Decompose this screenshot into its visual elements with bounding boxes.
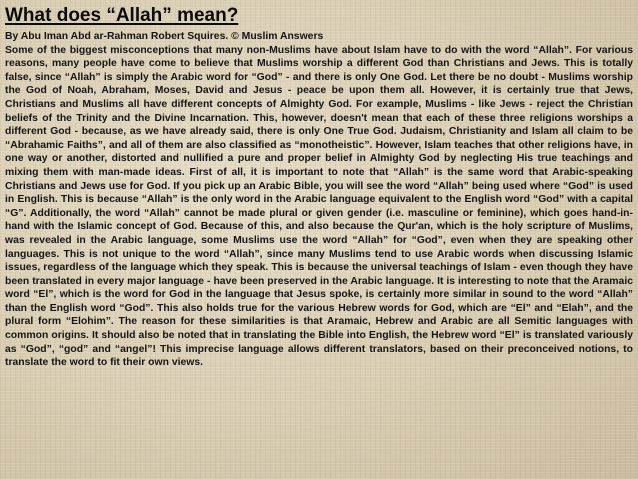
page-title: What does “Allah” mean? — [5, 5, 239, 26]
article-body: Some of the biggest misconceptions that many non-Muslims have about Islam have to do with the word “Allah”. For various reasons, many people have come to believe that Muslims worship a different God than Christians and Jews. This is totally false, since “Allah” is simply the Arabic word for “God” - and there is only One God. Let there be no doubt - Muslims worship the God of Noah, Abraham, Moses, David and Jesus - peace be upon them all. However, it is certainly true that Jews, Christians and Muslims all have different concepts of Almighty God. For example, Muslims - like Jews - reject the Christian beliefs of the Trinity and the Divine Incarnation. This, however, doesn't mean that each of these three religions worships a different God - because, as we have already said, there is only One True God. Judaism, Christianity and Islam all claim to be “Abrahamic Faiths”, and all of them are also classified as “monotheistic”. However, Islam teaches that other religions have, in one way or another, distorted and nullified a pure and proper belief in Almighty God by neglecting His true teachings and mixing them with man-made ideas. First of all, it is important to note that “Allah” is the same word that Arabic-speaking Christians and Jews use for God. If you pick up an Arabic Bible, you will see the word “Allah” being used where “God” is used in English. This is because “Allah” is the only word in the Arabic language equivalent to the English word “God” with a capital “G”. Additionally, the word “Allah” cannot be made plural or given gender (i.e. masculine or feminine), which goes hand-in-hand with the Islamic concept of God. Because of this, and also because the Qur'an, which is the holy scripture of Muslims, was revealed in the Arabic language, some Muslims use the word “Allah” for “God”, even when they are speaking other languages. This is not unique to the word “Allah”, since many Muslims tend to use Arabic words when discussing Islamic issues, regardless of the language which they speak. This is because the universal teachings of Islam - even though they have been translated in every major language - have been preserved in the Arabic language. It is interesting to note that the Aramaic word “El”, which is the word for God in the language that Jesus spoke, is certainly more similar in sound to the word “Allah” than the English word “God”. This also holds true for the various Hebrew words for God, which are “El” and “Elah”, and the plural form “Elohim”. The reason for these similarities is that Aramaic, Hebrew and Arabic are all Semitic languages with common origins. It should also be noted that in translating the Bible into English, the Hebrew word “El” is translated variously as “God”, “god” and “angel”! This imprecise language allows different translators, based on their preconceived notions, to translate the word to fit their own views. — [5, 44, 633, 369]
author-byline: By Abu Iman Abd ar-Rahman Robert Squires. © Muslim Answers — [5, 31, 324, 42]
